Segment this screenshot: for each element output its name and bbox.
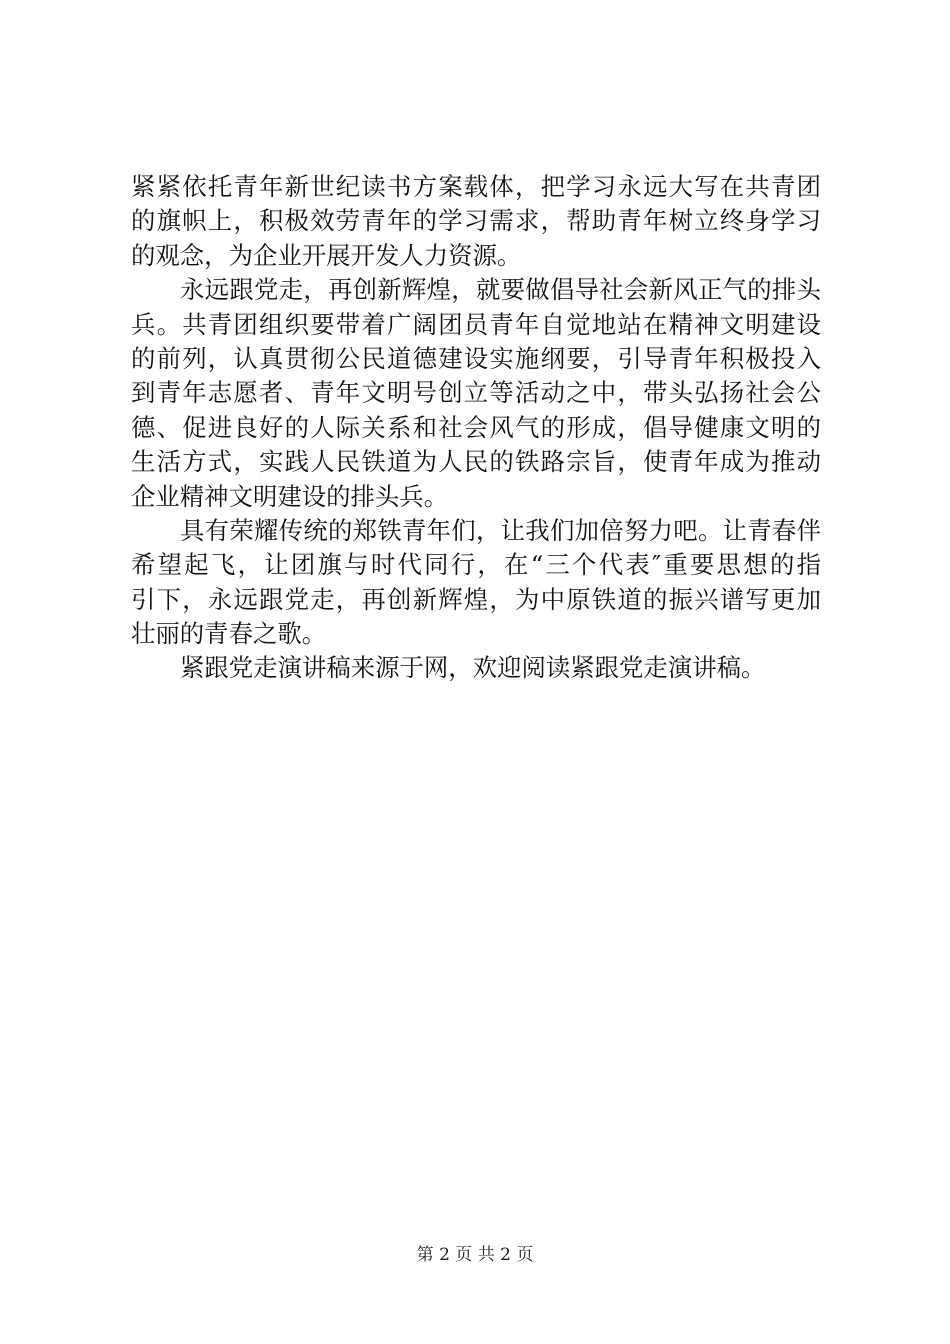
body-text [131, 170, 821, 686]
paragraph-2-line-3: 的前列，认真贯彻公民道德建设实施纲要，引导青年积极投入 [131, 343, 821, 373]
paragraph-2-line-4: 到青年志愿者、青年文明号创立等活动之中，带头弘扬社会公 [131, 378, 821, 408]
paragraph-1-line-1: 紧紧依托青年新世纪读书方案载体，把学习永远大写在共青团 [131, 172, 821, 201]
paragraph-3-line-4: 壮丽的青春之歌。 [131, 619, 327, 649]
paragraph-3-line-1: 具有荣耀传统的郑铁青年们，让我们加倍努力吧。让青春伴 [180, 515, 821, 545]
paragraph-2-line-1: 永远跟党走，再创新辉煌，就要做倡导社会新风正气的排头 [180, 275, 821, 305]
page-number-label: 第 2 页 共 2 页 [416, 1245, 534, 1265]
page-footer [0, 1245, 950, 1265]
paragraph-4-line-1: 紧跟党走演讲稿来源于网，欢迎阅读紧跟党走演讲稿。 [180, 653, 766, 683]
paragraph-2-line-7: 企业精神文明建设的排头兵。 [131, 481, 449, 511]
paragraph-2-line-6: 生活方式，实践人民铁道为人民的铁路宗旨，使青年成为推动 [131, 447, 821, 477]
paragraph-3-line-3: 引下，永远跟党走，再创新辉煌，为中原铁道的振兴谱写更加 [131, 584, 821, 614]
paragraph-2-line-2: 兵。共青团组织要带着广阔团员青年自觉地站在精神文明建设 [131, 309, 821, 339]
paragraph-1-line-2: 的旗帜上，积极效劳青年的学习需求，帮助青年树立终身学习 [131, 206, 821, 236]
paragraph-3-line-2: 希望起飞，让团旗与时代同行，在“三个代表″重要思想的指 [131, 550, 821, 580]
paragraph-2-line-5: 德、促进良好的人际关系和社会风气的形成，倡导健康文明的 [131, 412, 821, 442]
paragraph-1-line-3: 的观念，为企业开展开发人力资源。 [131, 240, 522, 270]
